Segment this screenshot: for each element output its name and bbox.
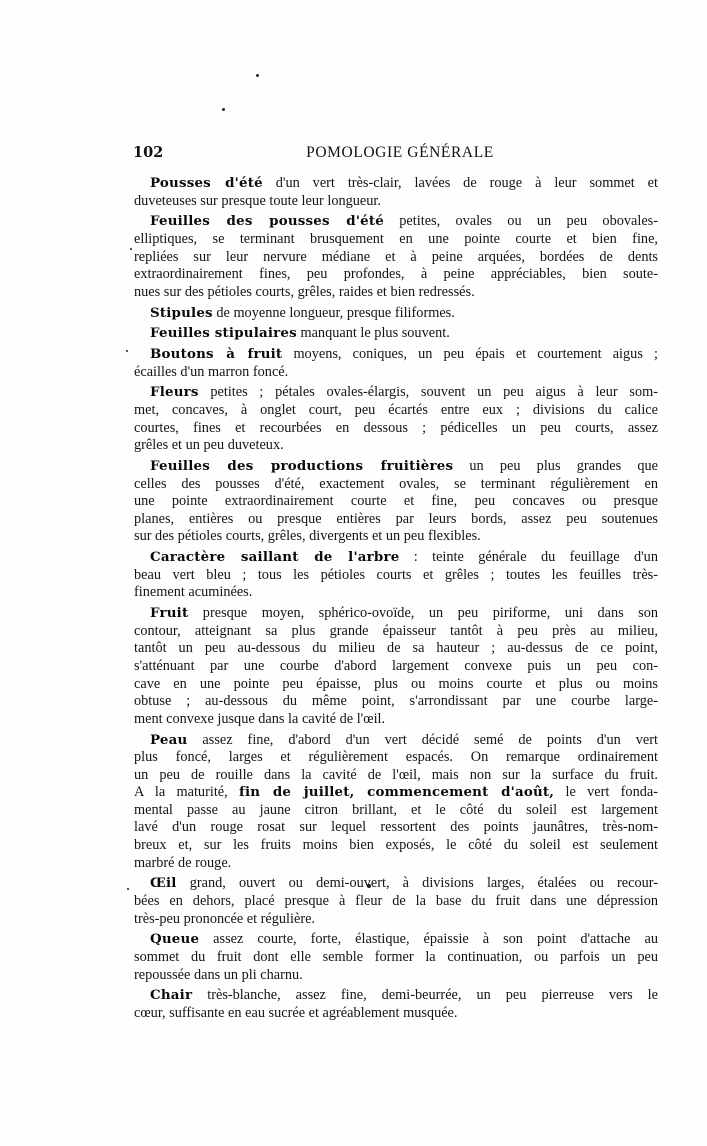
line-text: duveteuses sur presque toute leur longueur. bbox=[134, 192, 381, 209]
entry-paragraph bbox=[134, 346, 658, 381]
line-text: assez fine, d'abord d'un vert décidé semé de points d'un vert bbox=[187, 731, 658, 748]
entry-paragraph bbox=[134, 175, 658, 210]
text-line bbox=[134, 749, 658, 767]
text-line bbox=[134, 458, 658, 476]
line-text: s'atténuant par une courbe d'abord largement convexe puis un peu con- bbox=[134, 657, 658, 674]
line-text: moyens, coniques, un peu épais et courtement aigus ; bbox=[282, 346, 658, 363]
text-line bbox=[134, 511, 658, 529]
line-text: extraordinairement fines, peu profondes, à peine appréciables, bien soute- bbox=[134, 266, 658, 283]
entry-paragraph bbox=[134, 931, 658, 984]
line-text: d'un vert très-clair, lavées de rouge à leur sommet et bbox=[262, 175, 658, 191]
scan-speck bbox=[222, 108, 225, 111]
entry-paragraph bbox=[134, 549, 658, 602]
text-line bbox=[134, 420, 658, 438]
line-text: breux et, sur les fruits moins bien exposés, le côté du soleil est seulement bbox=[134, 837, 658, 854]
page-header bbox=[133, 144, 657, 164]
text-line bbox=[134, 305, 658, 323]
text-line bbox=[134, 837, 658, 855]
line-text: petites ; pétales ovales-élargis, souvent un peu aigus à leur som- bbox=[198, 384, 658, 401]
text-line bbox=[134, 911, 658, 929]
text-line bbox=[134, 693, 658, 711]
entry-paragraph bbox=[134, 213, 658, 301]
text-line bbox=[134, 893, 658, 911]
line-text: le vert fonda- bbox=[554, 784, 658, 801]
line-text: finement acuminées. bbox=[134, 584, 253, 601]
entry-paragraph bbox=[134, 875, 658, 928]
entry-term: Chair bbox=[150, 987, 193, 1004]
text-line bbox=[134, 549, 658, 567]
entry-term: Queue bbox=[150, 931, 200, 948]
line-text: petites, ovales ou un peu obovales- bbox=[383, 213, 658, 230]
text-line bbox=[134, 476, 658, 494]
line-text: contour, atteignant sa plus grande épaisseur tantôt à peu près au milieu, bbox=[134, 622, 658, 639]
line-text: marbré de rouge. bbox=[134, 854, 232, 871]
text-line bbox=[134, 567, 658, 585]
line-text: un peu plus grandes que bbox=[453, 458, 658, 475]
running-title: POMOLOGIE GÉNÉRALE bbox=[306, 144, 494, 161]
text-line bbox=[134, 213, 658, 231]
text-line bbox=[134, 676, 658, 694]
text-line bbox=[134, 249, 658, 267]
line-text: presque moyen, sphérico-ovoïde, un peu piriforme, uni dans son bbox=[188, 605, 658, 622]
line-text: grand, ouvert ou demi-ouvert, à divisions larges, étalées ou recour- bbox=[176, 875, 658, 892]
text-line bbox=[134, 175, 658, 193]
line-text: ment convexe jusque dans la cavité de l'œil. bbox=[134, 710, 386, 727]
entry-paragraph bbox=[134, 325, 658, 343]
line-text: écailles d'un marron foncé. bbox=[134, 363, 289, 380]
scan-speck bbox=[126, 350, 128, 352]
text-line bbox=[134, 402, 658, 420]
text-line bbox=[134, 658, 658, 676]
line-text: lavé d'un rouge rosat sur lequel ressortent des points jaunâtres, très-nom- bbox=[134, 819, 658, 836]
text-line bbox=[134, 437, 658, 455]
text-line bbox=[134, 193, 658, 211]
page-body bbox=[134, 175, 658, 1026]
entry-term: Stipules bbox=[150, 304, 213, 321]
line-text: un peu de rouille dans la cavité de l'œil, mais non sur la surface du fruit. bbox=[134, 766, 658, 783]
line-text: mental passe au jaune citron brillant, et le côté du soleil est largement bbox=[134, 801, 658, 818]
scan-speck bbox=[130, 248, 132, 250]
line-text: repoussée dans un pli charnu. bbox=[134, 966, 303, 983]
entry-paragraph bbox=[134, 987, 658, 1022]
line-text: cœur, suffisante en eau sucrée et agréablement musquée. bbox=[134, 1004, 458, 1021]
line-text: très-blanche, assez fine, demi-beurrée, un peu pierreuse vers le bbox=[192, 987, 658, 1004]
scan-speck bbox=[127, 888, 129, 890]
line-text: : teinte générale du feuillage d'un bbox=[399, 549, 658, 566]
text-line bbox=[134, 325, 658, 343]
text-line bbox=[134, 767, 658, 785]
entry-term: Fruit bbox=[150, 605, 189, 622]
line-text: tantôt un peu au-dessous du milieu de sa hauteur ; au-dessus de ce point, bbox=[134, 640, 658, 657]
entry-paragraph bbox=[134, 384, 658, 454]
entry-term: Caractère saillant de l'arbre bbox=[150, 549, 400, 566]
text-line bbox=[134, 346, 658, 364]
entry-paragraph bbox=[134, 732, 658, 873]
line-text: repliées sur leur nervure médiane et à peine arquées, bordées de dents bbox=[134, 248, 658, 265]
text-line bbox=[134, 967, 658, 985]
text-line bbox=[134, 605, 658, 623]
line-text: sommet du fruit dont elle semble former la continuation, ou parfois un peu bbox=[134, 949, 658, 965]
text-line bbox=[134, 931, 658, 949]
text-line bbox=[134, 266, 658, 284]
entry-paragraph bbox=[134, 605, 658, 728]
emphasized-date: fin de juillet, commencement d'août, bbox=[239, 784, 555, 801]
text-line bbox=[134, 1005, 658, 1023]
text-line bbox=[134, 528, 658, 546]
entry-term: Feuilles des pousses d'été bbox=[150, 213, 384, 230]
entry-term: Boutons à fruit bbox=[150, 346, 283, 363]
page-number: 102 bbox=[133, 144, 164, 161]
text-line bbox=[134, 784, 658, 802]
entry-paragraph bbox=[134, 458, 658, 546]
line-text: elliptiques, se terminant brusquement en une pointe courte et bien fine, bbox=[134, 230, 658, 247]
line-text: très-peu prononcée et régulière. bbox=[134, 910, 316, 927]
line-text: courtes, fines et recourbées en dessous ; pédicelles un peu courts, assez bbox=[134, 419, 658, 436]
text-line bbox=[134, 623, 658, 641]
line-text: planes, entières ou presque entières par leurs bords, assez peu soutenues bbox=[134, 510, 658, 527]
line-text: nues sur des pétioles courts, grêles, raides et bien redressés. bbox=[134, 283, 475, 300]
line-text: manquant le plus souvent. bbox=[296, 325, 450, 342]
text-line bbox=[134, 855, 658, 873]
line-text: assez courte, forte, élastique, épaissie à son point d'attache au bbox=[199, 931, 658, 948]
entry-term: Fleurs bbox=[150, 384, 199, 401]
text-line bbox=[134, 364, 658, 382]
text-line bbox=[134, 732, 658, 750]
text-line bbox=[134, 231, 658, 249]
line-text: bées en dehors, placé presque à fleur de la base du fruit dans une dépression bbox=[134, 893, 658, 910]
scan-speck bbox=[256, 74, 259, 77]
line-text: met, concaves, à onglet court, peu écartés entre eux ; divisions du calice bbox=[134, 402, 658, 419]
line-text: sur des pétioles courts, grêles, divergents et un peu flexibles. bbox=[134, 528, 481, 545]
entry-term: Pousses d'été bbox=[150, 175, 263, 191]
text-line bbox=[134, 949, 658, 967]
line-text: plus foncé, larges et régulièrement espacés. On remarque ordinairement bbox=[134, 749, 658, 766]
text-line bbox=[134, 384, 658, 402]
text-line bbox=[134, 584, 658, 602]
entry-term: Feuilles des productions fruitières bbox=[150, 458, 454, 475]
entry-term: Peau bbox=[150, 731, 188, 748]
line-text: beau vert bleu ; tous les pétioles courts et grêles ; toutes les feuilles très- bbox=[134, 566, 658, 583]
text-line bbox=[134, 987, 658, 1005]
line-text: grêles et un peu duveteux. bbox=[134, 437, 284, 454]
line-text: A la maturité, bbox=[134, 784, 240, 801]
text-line bbox=[134, 284, 658, 302]
text-line bbox=[134, 711, 658, 729]
entry-paragraph bbox=[134, 305, 658, 323]
text-line bbox=[134, 493, 658, 511]
text-line bbox=[134, 640, 658, 658]
entry-term: Œil bbox=[150, 875, 177, 892]
line-text: celles des pousses d'été, exactement ovales, se terminant régulièrement en bbox=[134, 475, 658, 492]
entry-term: Feuilles stipulaires bbox=[150, 325, 297, 342]
line-text: cave en une pointe peu épaisse, plus ou moins courte et plus ou moins bbox=[134, 675, 658, 692]
text-line bbox=[134, 802, 658, 820]
text-line bbox=[134, 875, 658, 893]
line-text: de moyenne longueur, presque filiformes. bbox=[212, 304, 455, 321]
text-line bbox=[134, 819, 658, 837]
line-text: une pointe extraordinairement courte et fine, peu concaves ou presque bbox=[134, 493, 658, 510]
line-text: obtuse ; au-dessous du même point, s'arrondissant par une courbe large- bbox=[134, 693, 658, 710]
